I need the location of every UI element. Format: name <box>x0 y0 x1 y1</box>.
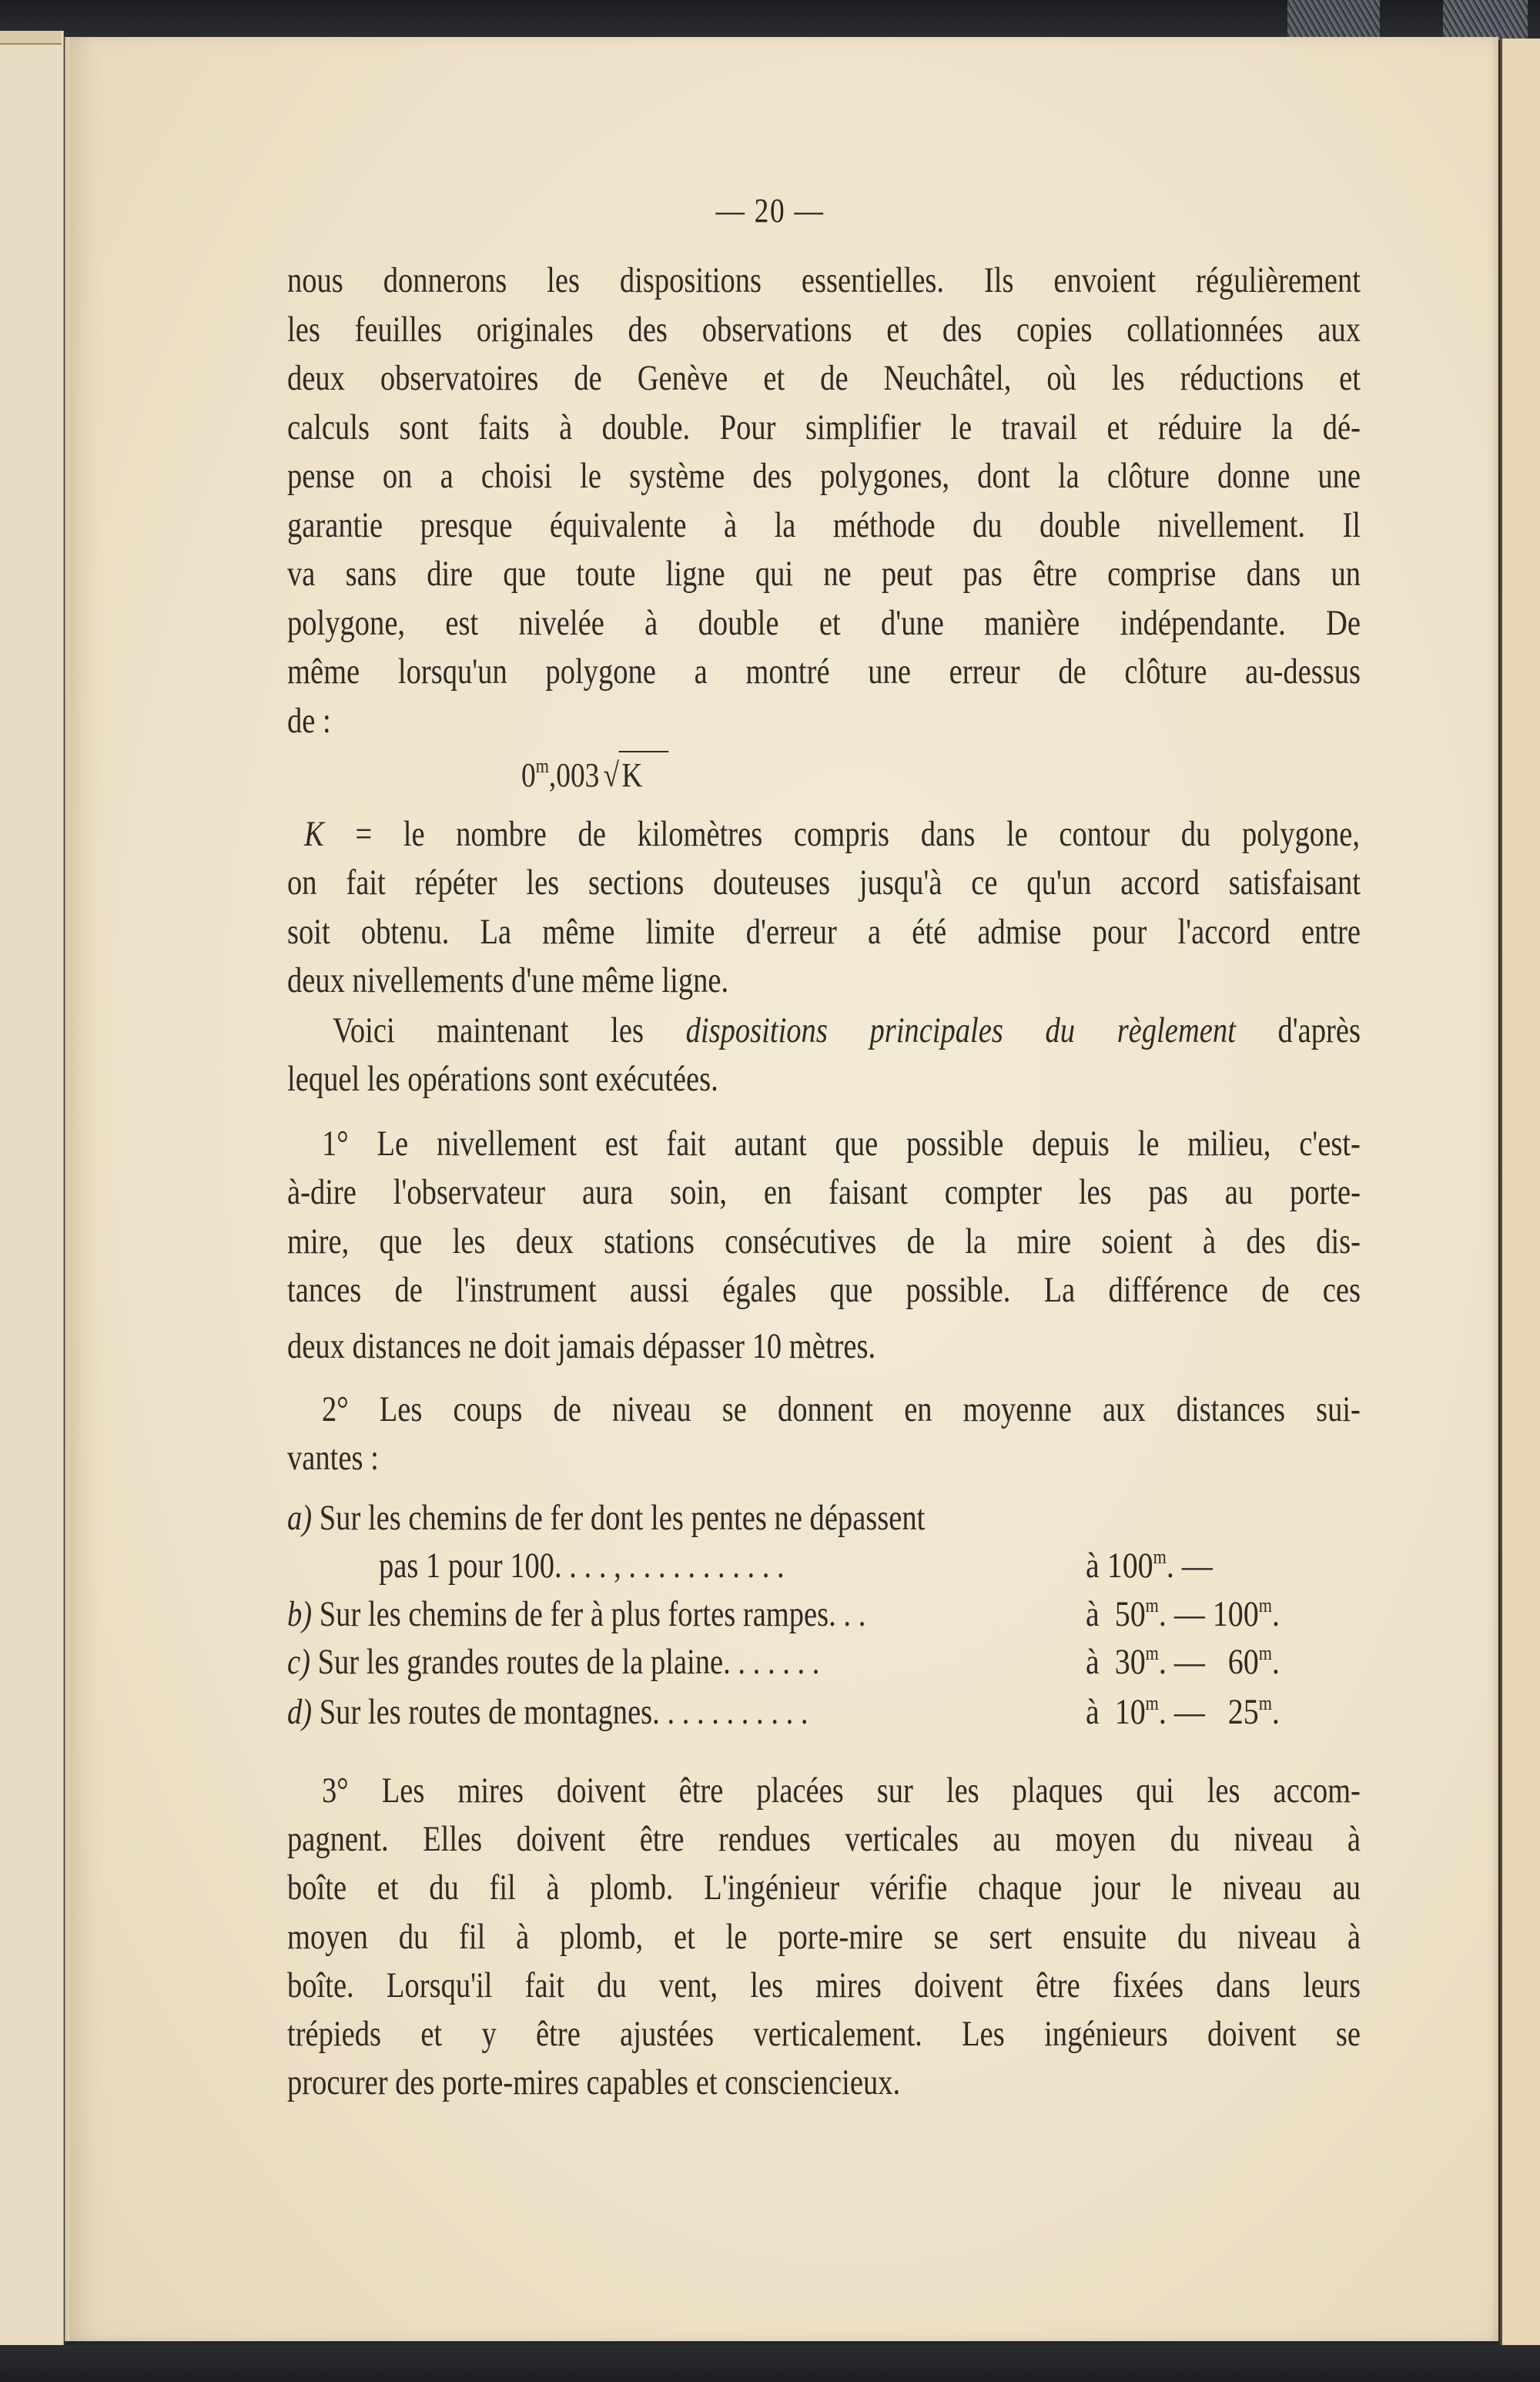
text-line-content: moyen du fil à plomb, et le porte-mire se sert ensuite du niveau à <box>287 1917 1361 1957</box>
text-line <box>287 2016 1361 2052</box>
separator: . — <box>1158 1594 1205 1634</box>
text-line <box>287 1965 1361 2005</box>
variable-k: K <box>304 814 324 854</box>
unit: m <box>1145 1642 1159 1664</box>
scanner-bottom-band <box>0 2345 1540 2382</box>
text-line-content <box>287 1596 865 1633</box>
text-line-content: mire, que les deux stations consécutives de la mire soient à des dis- <box>287 1221 1361 1261</box>
text-line-content: procurer des porte-mires capables et consciencieux. <box>287 2062 901 2102</box>
text-line-content: de : <box>287 701 331 741</box>
text-line <box>287 703 1361 739</box>
unit: m <box>1258 1642 1272 1664</box>
unit: m <box>1145 1692 1159 1714</box>
at-label: à <box>1086 1642 1100 1682</box>
text-line-content: pagnent. Elles doivent être rendues verticales au moyen du niveau à <box>287 1819 1361 1859</box>
text-line-content: à-dire l'observateur aura soin, en faisant compter les pas au porte- <box>287 1172 1361 1212</box>
page-edge-strip <box>0 31 62 45</box>
text-line <box>322 1773 1361 1809</box>
text-line <box>287 960 1361 1000</box>
text-line-content: vantes : <box>287 1438 379 1478</box>
list-text: pas 1 pour 100. . . . , . . . . . . . . . . . <box>379 1546 785 1586</box>
text-line-content: boîte. Lorsqu'il fait du vent, les mires doivent être fixées dans leurs <box>287 1965 1361 2005</box>
list-letter: b) <box>287 1594 313 1634</box>
text-line <box>287 360 1361 397</box>
text-line <box>287 505 1361 545</box>
distance-value-a <box>1086 1545 1235 1586</box>
underlying-page-left <box>0 31 64 2349</box>
text-line <box>287 260 1361 300</box>
period: . <box>1271 1692 1280 1732</box>
binding-texture <box>1443 0 1528 40</box>
text-line <box>287 312 1361 348</box>
max-distance: 100 <box>1212 1594 1259 1634</box>
text-line <box>287 605 1361 642</box>
min-distance: 50 <box>1114 1594 1146 1634</box>
text-line <box>287 1440 1361 1476</box>
period: . <box>1271 1594 1280 1634</box>
unit: m <box>1145 1594 1159 1616</box>
distance-value-d <box>1086 1691 1314 1733</box>
text-line-content <box>304 816 1360 853</box>
max-distance: 25 <box>1227 1692 1259 1732</box>
text-line-content: deux observatoires de Genève et de Neuchâtel, où les réductions et <box>287 358 1361 398</box>
italic-emphasis: dispositions principales du règlement <box>685 1010 1236 1050</box>
list-text: Sur les chemins de fer à plus fortes rampes. . . <box>319 1594 866 1634</box>
text-line <box>287 2062 1361 2102</box>
text-line-content: deux distances ne doit jamais dépasser 10 mètres. <box>287 1326 876 1366</box>
separator: . — <box>1158 1692 1205 1732</box>
text-line-content: 3° Les mires doivent être placées sur les plaques qui les accom- <box>322 1771 1361 1811</box>
list-letter: d) <box>287 1692 313 1732</box>
text-line-content <box>287 1500 925 1536</box>
text-segment: d'après <box>1277 1010 1361 1050</box>
page-number-text: — 20 — <box>715 192 825 229</box>
unit: m <box>1258 1594 1272 1616</box>
text-line-content <box>287 1694 808 1730</box>
text-line-content: 2° Les coups de niveau se donnent en moyenne aux distances sui- <box>322 1389 1361 1429</box>
text-line-content: va sans dire que toute ligne qui ne peut pas être comprise dans un <box>287 554 1361 594</box>
min-distance: 30 <box>1114 1642 1146 1682</box>
text-line-content: calculs sont faits à double. Pour simplifier le travail et réduire la dé- <box>287 407 1361 447</box>
formula-radicand: K <box>621 756 643 794</box>
formula-value: ,003 <box>548 756 600 794</box>
text-line <box>287 1919 1361 1955</box>
list-text: Sur les routes de montagnes. . . . . . . . . . . <box>319 1692 808 1732</box>
scanner-top-band <box>0 0 1540 39</box>
list-letter: a) <box>287 1498 313 1538</box>
formula-unit: m <box>535 755 549 777</box>
text-line-content <box>379 1548 785 1584</box>
at-label: à <box>1086 1594 1100 1634</box>
text-line-content: nous donnerons les dispositions essentielles. Ils envoient régulièrement <box>287 260 1361 300</box>
text-line <box>333 1010 1361 1050</box>
unit: m <box>1153 1546 1167 1568</box>
square-root-sign: √ <box>603 756 619 794</box>
min-distance: 100 <box>1106 1546 1153 1586</box>
list-letter: c) <box>287 1642 310 1682</box>
text-line <box>287 1174 1361 1211</box>
text-line-content: garantie presque équivalente à la méthode du double nivellement. Il <box>287 505 1361 545</box>
text-line <box>287 1821 1361 1858</box>
distance-value-c <box>1086 1641 1314 1683</box>
text-segment: Voici maintenant les <box>333 1010 644 1050</box>
at-label: à <box>1086 1546 1100 1586</box>
text-line-content: les feuilles originales des observations et des copies collationnées aux <box>287 310 1361 350</box>
text-line <box>304 816 1360 853</box>
max-distance: 60 <box>1227 1642 1259 1682</box>
binding-texture <box>1287 0 1380 40</box>
text-line-content: 1° Le nivellement est fait autant que possible depuis le milieu, c'est- <box>322 1124 1361 1164</box>
text-line <box>287 914 1361 950</box>
underlying-page-right <box>1500 39 1540 2345</box>
min-distance: 10 <box>1114 1692 1146 1732</box>
text-line-content: trépieds et y être ajustées verticalement. Les ingénieurs doivent se <box>287 2014 1361 2054</box>
page-number <box>0 191 1540 230</box>
list-text: Sur les chemins de fer dont les pentes ne dépassent <box>319 1498 926 1538</box>
separator: . — <box>1158 1642 1205 1682</box>
text-line <box>287 865 1361 901</box>
text-line <box>322 1126 1361 1162</box>
unit: m <box>1258 1692 1272 1714</box>
text-line-content: on fait répéter les sections douteuses jusqu'à ce qu'un accord satisfaisant <box>287 863 1361 903</box>
text-line <box>287 458 1361 494</box>
text-line-content: deux nivellements d'une même ligne. <box>287 960 729 1000</box>
text-line-content: polygone, est nivelée à double et d'une manière indépendante. De <box>287 603 1361 643</box>
text-line <box>287 1870 1361 1906</box>
text-line-content: tances de l'instrument aussi égales que possible. La différence de ces <box>287 1270 1361 1310</box>
text-line <box>287 1221 1361 1261</box>
text-line-content: même lorsqu'un polygone a montré une erreur de clôture au-dessus <box>287 652 1361 692</box>
text-line-content: lequel les opérations sont exécutées. <box>287 1059 718 1099</box>
text-line-content: boîte et du fil à plomb. L'ingénieur vérifie chaque jour le niveau au <box>287 1868 1361 1908</box>
text-line-content <box>333 1010 1361 1050</box>
text-line <box>322 1389 1361 1429</box>
formula-error-limit <box>521 751 668 795</box>
distance-item-a-cont <box>379 1548 1452 1584</box>
distance-item-a <box>287 1500 1361 1536</box>
formula-coefficient: 0 <box>521 756 536 794</box>
separator: . — <box>1166 1546 1213 1586</box>
text-line <box>287 407 1361 447</box>
text-line-content: pense on a choisi le système des polygones, dont la clôture donne une <box>287 456 1361 496</box>
at-label: à <box>1086 1692 1100 1732</box>
text-line <box>287 1328 1361 1365</box>
text-line <box>287 1272 1361 1308</box>
text-line <box>287 556 1361 592</box>
distance-value-b <box>1086 1593 1314 1635</box>
list-text: Sur les grandes routes de la plaine. . . . . . . <box>317 1642 820 1682</box>
text-line <box>287 654 1361 690</box>
text-line <box>287 1061 1361 1097</box>
text-line-content: soit obtenu. La même limite d'erreur a été admise pour l'accord entre <box>287 912 1361 952</box>
text-line-content <box>287 1644 819 1680</box>
k-definition: = le nombre de kilomètres compris dans le contour du polygone, <box>355 814 1361 854</box>
period: . <box>1271 1642 1280 1682</box>
formula-radicand-group <box>619 751 668 795</box>
